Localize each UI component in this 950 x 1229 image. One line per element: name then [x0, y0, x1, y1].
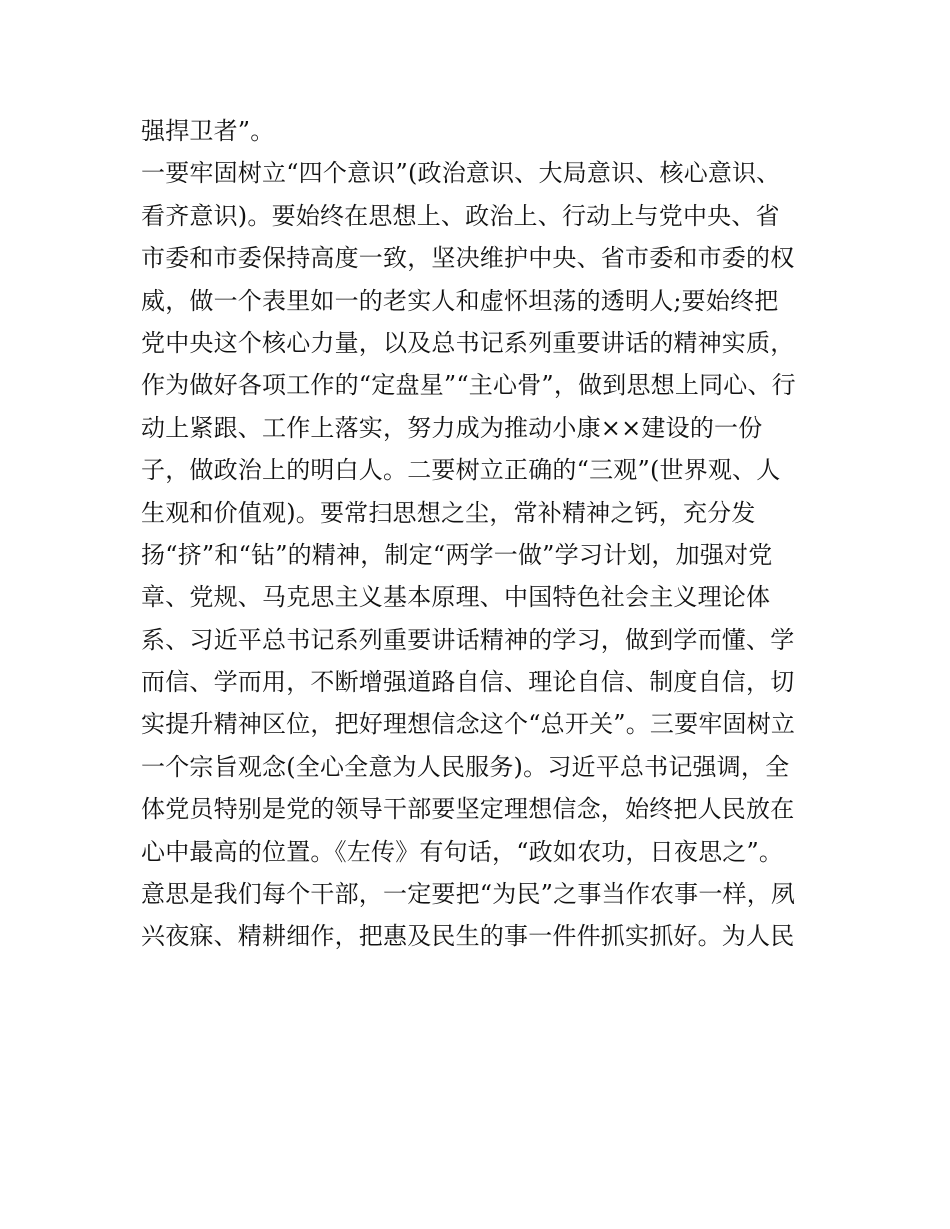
text-line: 生观和价值观)。要常扫思想之尘，常补精神之钙，充分发	[141, 498, 756, 527]
text-line: 扬“挤”和“钻”的精神，制定“两学一做”学习计划，加强对党	[141, 540, 773, 569]
text-line: 章、党规、马克思主义基本原理、中国特色社会主义理论体	[141, 583, 771, 612]
text-line: 作为做好各项工作的“定盘星”“主心骨”，做到思想上同心、行	[141, 371, 796, 400]
text-line: 党中央这个核心力量，以及总书记系列重要讲话的精神实质，	[141, 328, 795, 357]
text-line: 系、习近平总书记系列重要讲话精神的学习，做到学而懂、学	[141, 625, 795, 654]
text-line: 一个宗旨观念(全心全意为人民服务)。习近平总书记强调，全	[141, 752, 790, 781]
text-line: 意思是我们每个干部，一定要把“为民”之事当作农事一样，夙	[141, 880, 796, 909]
text-line: 一要牢固树立“四个意识”(政治意识、大局意识、核心意识、	[141, 159, 781, 188]
body-text	[141, 110, 821, 958]
text-line: 强捍卫者”。	[141, 117, 275, 145]
text-line: 看齐意识)。要始终在思想上、政治上、行动上与党中央、省	[141, 201, 780, 230]
text-line: 实提升精神区位，把好理想信念这个“总开关”。三要牢固树立	[141, 710, 796, 739]
text-line: 体党员特别是党的领导干部要坚定理想信念，始终把人民放在	[141, 795, 795, 824]
text-line: 心中最高的位置。《左传》有句话，“政如农功，日夜思之”。	[141, 837, 784, 866]
text-line: 动上紧跟、工作上落实，努力成为推动小康××建设的一份	[141, 413, 763, 442]
text-line: 市委和市委保持高度一致，坚决维护中央、省市委和市委的权	[141, 244, 795, 273]
text-line: 而信、学而用，不断增强道路自信、理论自信、制度自信，切	[141, 668, 795, 697]
text-line: 威，做一个表里如一的老实人和虚怀坦荡的透明人;要始终把	[141, 286, 779, 315]
text-line: 兴夜寐、精耕细作，把惠及民生的事一件件抓实抓好。为人民	[141, 922, 795, 951]
text-line: 子，做政治上的明白人。二要树立正确的“三观”(世界观、人	[141, 456, 781, 485]
